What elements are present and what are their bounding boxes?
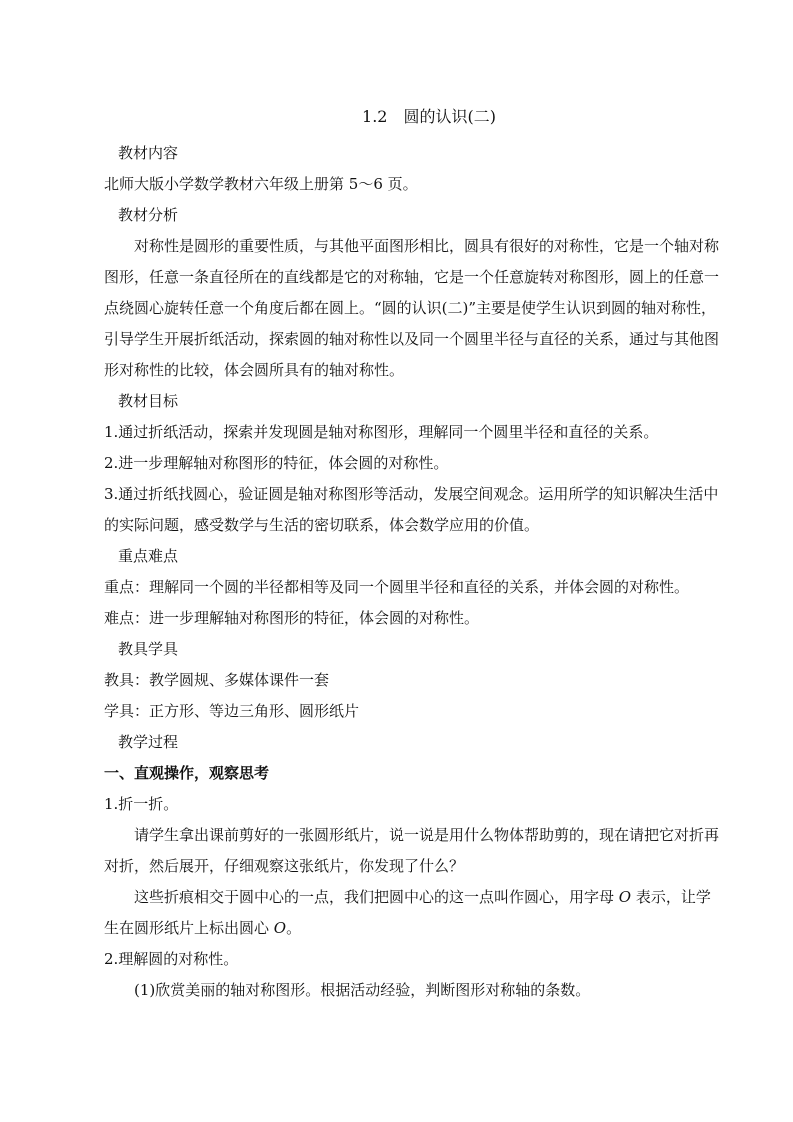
step1-text-2 [104, 882, 724, 944]
key-point-text: 重点：理解同一个圆的半径都相等及同一个圆里半径和直径的关系，并体会圆的对称性。 [104, 578, 690, 596]
step1-text: 请学生拿出课前剪好的一张圆形纸片，说一说是用什么物体帮助剪的，现在请把它对折再对折，然后展开，仔细观察这张纸片，你发现了什么？ [104, 826, 720, 875]
difficult-point-text: 难点：进一步理解轴对称图形的特征，体会圆的对称性。 [104, 609, 480, 627]
section-heading-content: 教材内容 [118, 144, 179, 162]
part1-heading: 一、直观操作，观察思考 [104, 764, 270, 782]
step2-sub1: (1)欣赏美丽的轴对称图形。根据活动经验，判断图形对称轴的条数。 [134, 981, 591, 999]
section-heading-analysis: 教材分析 [118, 206, 179, 224]
goal-item-1: 1.通过折纸活动，探索并发现圆是轴对称图形，理解同一个圆里半径和直径的关系。 [104, 423, 659, 441]
step2-title: 2.理解圆的对称性。 [104, 950, 239, 968]
section-heading-process: 教学过程 [118, 733, 179, 751]
step1-text-2-part-c: 。 [286, 919, 302, 937]
student-tools-text: 学具：正方形、等边三角形、圆形纸片 [104, 702, 360, 720]
page-title: 1.2 圆的认识(二) [362, 107, 496, 126]
goal-item-2: 2.进一步理解轴对称图形的特征，体会圆的对称性。 [104, 454, 449, 472]
step1-text-2-part-b: 表示，让学生在圆形纸片上标出圆心 [104, 888, 711, 937]
document-content [104, 104, 724, 1006]
step1-title: 1.折一折。 [104, 795, 179, 813]
center-letter-o-2: O [273, 919, 287, 937]
section-heading-key-points: 重点难点 [118, 547, 179, 565]
section-heading-tools: 教具学具 [118, 640, 179, 658]
center-letter-o: O [618, 888, 632, 906]
goal-item-3: 3.通过折纸找圆心，验证圆是轴对称图形等活动，发展空间观念。运用所学的知识解决生活中的实际问题，感受数学与生活的密切联系，体会数学应用的价值。 [104, 485, 719, 534]
analysis-text: 对称性是圆形的重要性质，与其他平面图形相比，圆具有很好的对称性，它是一个轴对称图形，任意一条直径所在的直线都是它的对称轴，它是一个任意旋转对称图形，圆上的任意一点绕圆心旋转任意一个角度后都在圆上。“圆的认识(二)”主要是使学生认识到圆的轴对称性，引导学生开展折纸活动，探索圆的轴对称性以及同一个圆里半径与直径的关系，通过与其他图形对称性的比较，体会圆所具有的轴对称性。 [104, 237, 720, 379]
content-text: 北师大版小学数学教材六年级上册第 5～6 页。 [104, 175, 418, 193]
teacher-tools-text: 教具：教学圆规、多媒体课件一套 [104, 671, 330, 689]
step1-text-2-part-a: 这些折痕相交于圆中心的一点，我们把圆中心的这一点叫作圆心，用字母 [134, 888, 619, 906]
section-heading-goals: 教材目标 [118, 392, 179, 410]
